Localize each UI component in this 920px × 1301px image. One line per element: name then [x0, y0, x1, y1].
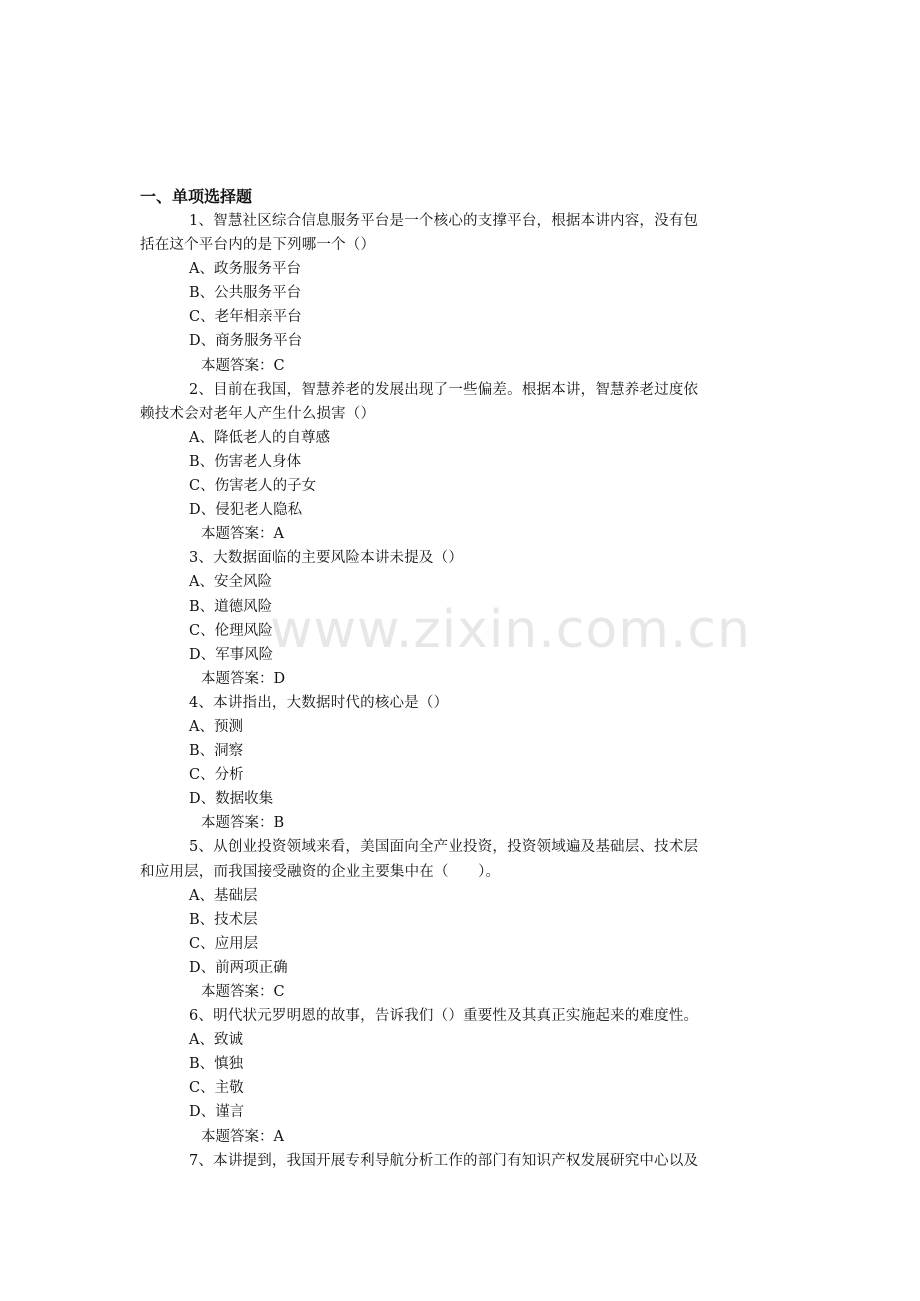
- answer-line: 本题答案：C: [201, 357, 285, 374]
- option-c: C、应用层: [189, 935, 259, 952]
- option-a: A、降低老人的自尊感: [189, 429, 330, 446]
- question-2: [140, 378, 785, 547]
- option-c: C、伦理风险: [189, 622, 273, 639]
- question-text: 和应用层，而我国接受融资的企业主要集中在（ ）。: [140, 863, 501, 880]
- answer-line: 本题答案：A: [201, 1128, 284, 1145]
- question-text: 5、从创业投资领域来看，美国面向全产业投资，投资领域遍及基础层、技术层: [189, 839, 699, 856]
- watermark: www.zixin.com.cn: [270, 600, 751, 660]
- option-a: A、预测: [189, 718, 243, 735]
- question-text: 7、本讲提到，我国开展专利导航分析工作的部门有知识产权发展研究中心以及: [189, 1152, 699, 1169]
- question-text: 赖技术会对老年人产生什么损害（）: [140, 405, 376, 422]
- question-6: [140, 1004, 785, 1149]
- option-d: D、数据收集: [189, 791, 274, 808]
- option-d: D、前两项正确: [189, 959, 288, 976]
- section-title: 一、单项选择题: [140, 187, 253, 206]
- option-d: D、商务服务平台: [189, 333, 303, 350]
- question-text: 6、明代状元罗明恩的故事，告诉我们（）重要性及其真正实施起来的难度性。: [189, 1008, 699, 1025]
- option-c: C、老年相亲平台: [189, 309, 302, 326]
- option-b: B、慎独: [189, 1056, 244, 1073]
- question-text: 2、目前在我国，智慧养老的发展出现了一些偏差。根据本讲，智慧养老过度依: [189, 381, 699, 398]
- option-b: B、公共服务平台: [189, 285, 302, 302]
- answer-line: 本题答案：B: [201, 815, 285, 832]
- option-a: A、基础层: [189, 887, 258, 904]
- question-text: 4、本讲指出，大数据时代的核心是（）: [189, 694, 449, 711]
- question-5: [140, 835, 785, 1004]
- document-content: [140, 185, 785, 1173]
- option-a: A、政务服务平台: [189, 261, 301, 278]
- answer-line: 本题答案：C: [201, 984, 285, 1000]
- answer-line: 本题答案：D: [201, 670, 286, 687]
- answer-line: 本题答案：A: [201, 526, 284, 543]
- option-c: C、伤害老人的子女: [189, 478, 317, 495]
- option-b: B、伤害老人身体: [189, 453, 302, 470]
- question-text: 3、大数据面临的主要风险本讲未提及（）: [189, 550, 464, 567]
- question-7: [140, 1149, 785, 1173]
- question-4: [140, 691, 785, 836]
- question-3: [140, 546, 785, 691]
- option-a: A、致诚: [189, 1032, 243, 1049]
- question-text: 1、智慧社区综合信息服务平台是一个核心的支撑平台，根据本讲内容，没有包: [189, 213, 699, 229]
- option-c: C、主敬: [189, 1080, 244, 1097]
- option-d: D、谨言: [189, 1104, 245, 1121]
- option-b: B、道德风险: [189, 598, 273, 615]
- option-b: B、技术层: [189, 911, 258, 928]
- option-b: B、洞察: [189, 743, 244, 760]
- option-c: C、分析: [189, 767, 244, 784]
- option-d: D、侵犯老人隐私: [189, 502, 303, 519]
- option-d: D、军事风险: [189, 646, 274, 663]
- question-text: 括在这个平台内的是下列哪一个（）: [140, 237, 376, 254]
- question-1: [140, 209, 785, 378]
- option-a: A、安全风险: [189, 574, 272, 591]
